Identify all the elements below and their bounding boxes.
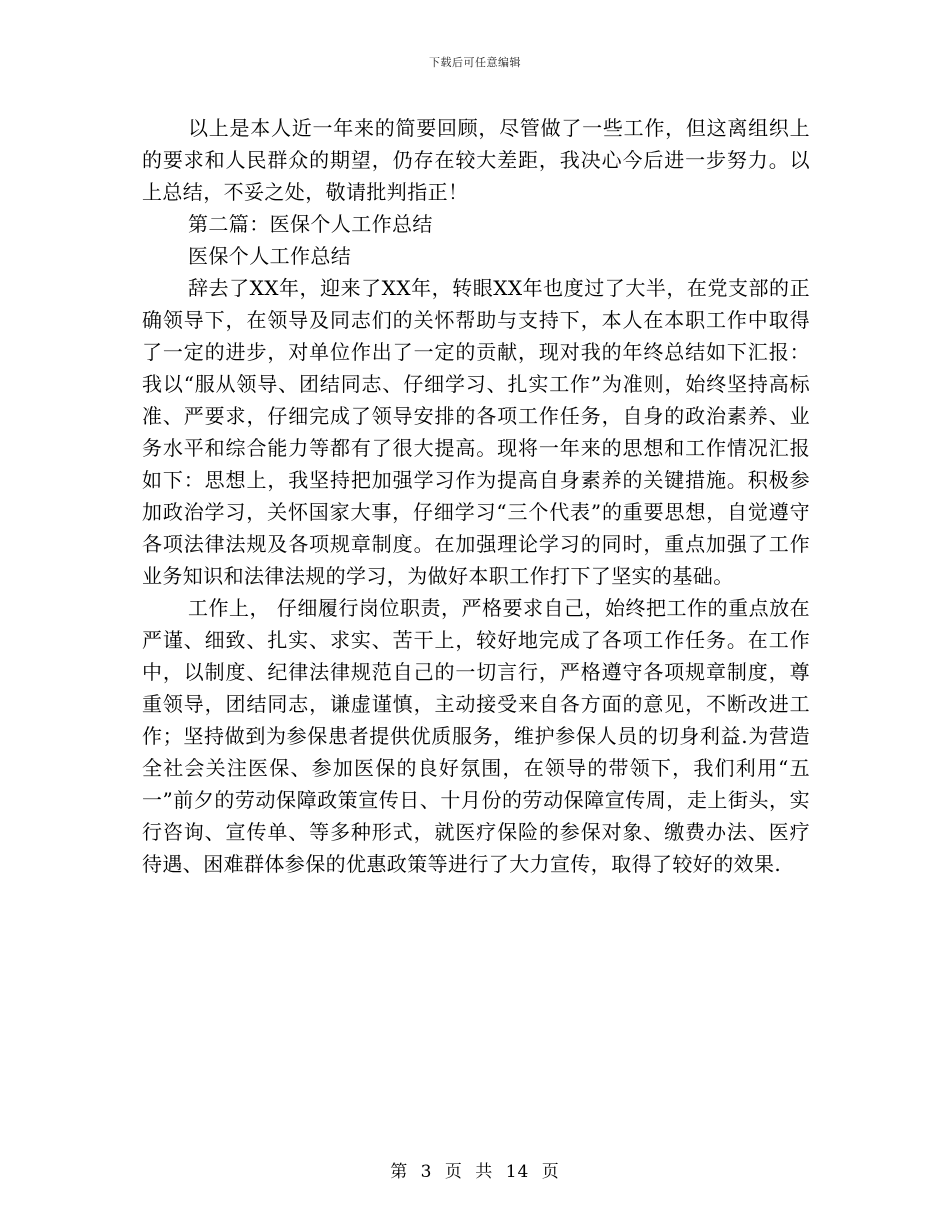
article-title: 医保个人工作总结 [188,244,352,268]
page-header-note: 下载后可任意编辑 [429,56,521,69]
paragraph-conclusion: 以上是本人近一年来的简要回顾，尽管做了一些工作，但这离组织上的要求和人民群众的期望，仍存在较大差距，我决心今后进一步努力。以上总结，不妥之处，敬请批判指正！ [142,116,810,204]
page-number: 第 3 页 共 14 页 [390,1162,560,1182]
document-body [142,112,810,880]
paragraph-thinking: 辞去了XX年，迎来了XX年，转眼XX年也度过了大半，在党支部的正确领导下，在领导及同志们的关怀帮助与支持下，本人在本职工作中取得了一定的进步，对单位作出了一定的贡献，现对我的年终总结如下汇报：我以“服从领导、团结同志、仔细学习、扎实工作”为准则，始终坚持高标准、严要求，仔细完成了领导安排的各项工作任务，自身的政治素养、业务水平和综合能力等都有了很大提高。现将一年来的思想和工作情况汇报如下：思想上，我坚持把加强学习作为提高自身素养的关键措施。积极参加政治学习，关怀国家大事，仔细学习“三个代表”的重要思想，自觉遵守各项法律法规及各项规章制度。在加强理论学习的同时，重点加强了工作业务知识和法律法规的学习，为做好本职工作打下了坚实的基础。 [142,276,810,588]
section-heading: 第二篇：医保个人工作总结 [188,212,433,236]
paragraph-work: 工作上， 仔细履行岗位职责，严格要求自己，始终把工作的重点放在严谨、细致、扎实、求实、苦干上，较好地完成了各项工作任务。在工作中，以制度、纪律法律规范自己的一切言行，严格遵守各项规章制度，尊重领导，团结同志，谦虚谨慎，主动接受来自各方面的意见，不断改进工作；坚持做到为参保患者提供优质服务，维护参保人员的切身利益.为营造全社会关注医保、参加医保的良好氛围，在领导的带领下，我们利用“五一”前夕的劳动保障政策宣传日、十月份的劳动保障宣传周，走上街头，实行咨询、宣传单、等多种形式，就医疗保险的参保对象、缴费办法、医疗待遇、困难群体参保的优惠政策等进行了大力宣传，取得了较好的效果. [142,596,810,876]
